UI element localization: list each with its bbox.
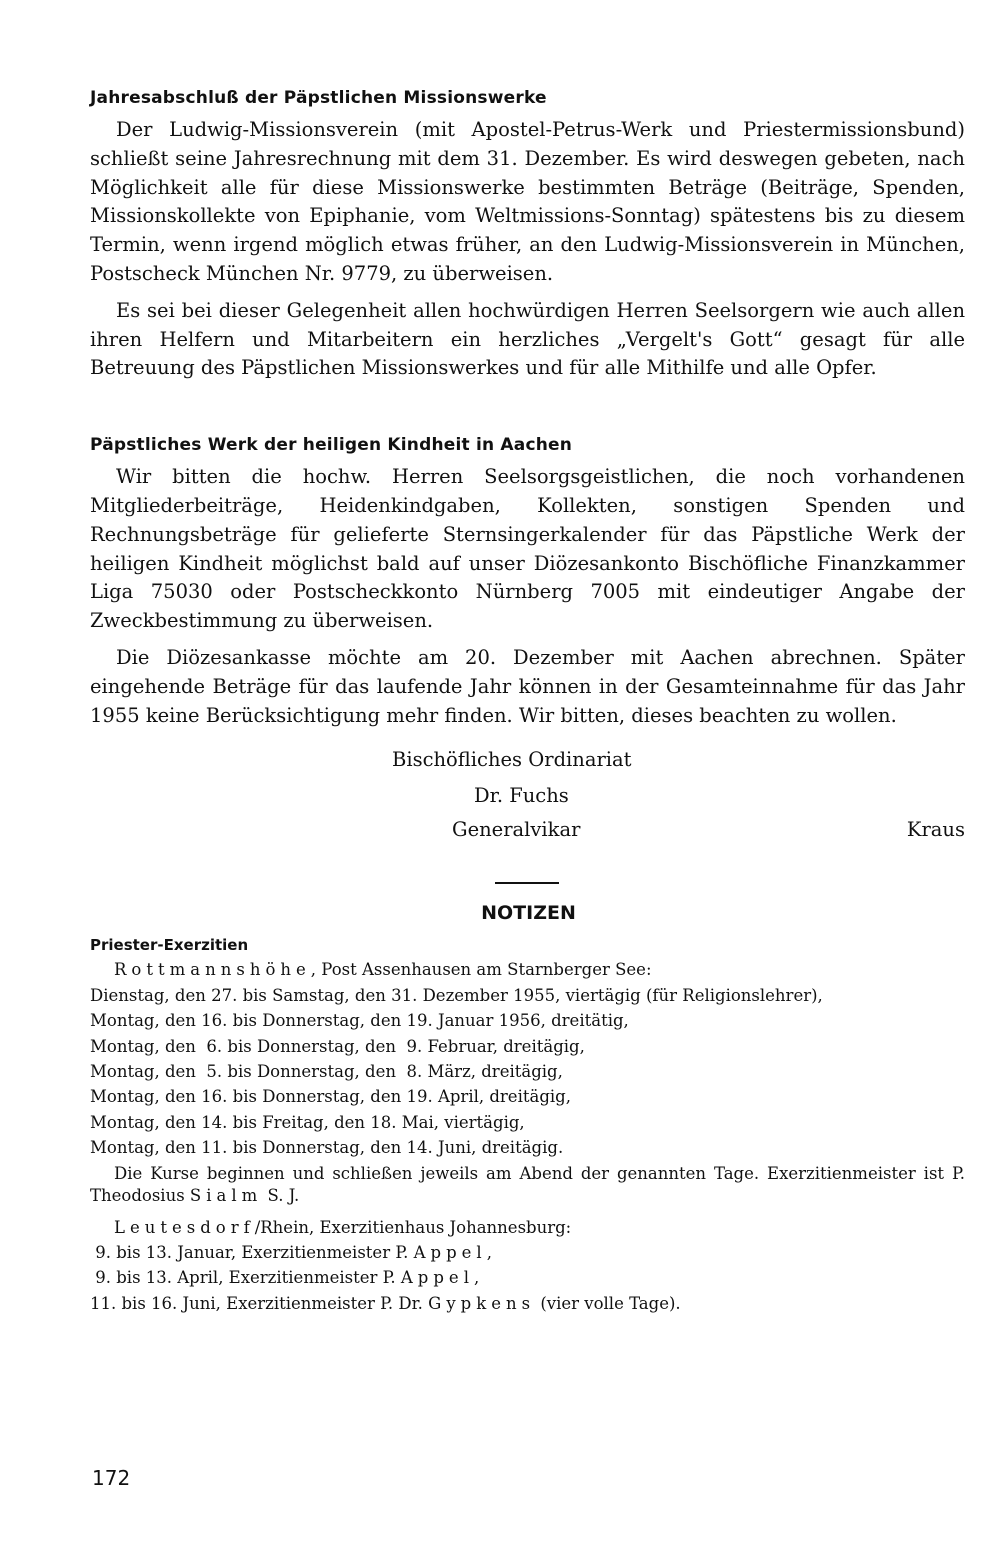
- page-number: 172: [92, 1466, 131, 1490]
- notizen-title: NOTIZEN: [481, 902, 576, 925]
- exerzitienmeister-name: Gypkens: [428, 1293, 536, 1313]
- date-line: [90, 1265, 965, 1290]
- date-suffix: ,: [473, 1268, 480, 1288]
- signature-cosigner: Kraus: [906, 818, 965, 842]
- paragraph: Es sei bei dieser Gelegenheit allen hochwürdigen Herren Seelsorgern wie auch allen ihren Helfern und Mitarbeitern ein herzliches „Vergelt's Gott“ gesagt für alle Betreuung des Päpstlichen Missionswerkes und für alle Mithilfe und alle Opfer.: [90, 298, 965, 380]
- date-line: [90, 1291, 965, 1316]
- place-line: [90, 1215, 965, 1240]
- section-notizen: [90, 936, 965, 1316]
- notizen-subheading: Priester-Exerzitien: [90, 936, 249, 955]
- date-text: 11. bis 16. Juni, Exerzitienmeister P. Dr.: [90, 1293, 429, 1313]
- signature-title: Generalvikar: [452, 818, 581, 842]
- exerzitienmeister-name: Appel: [413, 1243, 487, 1262]
- exerzitienmeister-name: Appel: [400, 1268, 474, 1288]
- divider-rule: [495, 882, 559, 884]
- courses-note: [90, 1163, 965, 1207]
- place-detail: , Post Assenhausen am Starnberger See:: [310, 960, 652, 980]
- paragraph: Wir bitten die hochw. Herren Seelsorgsgeistlichen, die noch vorhandenen Mitgliederbeiträge, Heidenkindgaben, Kollekten, sonstigen Spenden und Rechnungsbeträge für gelieferte Sternsingerkalender für das Päpstliche Werk der heiligen Kindheit möglichst bald auf unser Diözesankonto Bischöfliche Finanzkammer Liga 75030 oder Postscheckkonto Nürnberg 7005 mit eindeutiger Angabe der Zweckbestimmung zu überweisen.: [90, 465, 965, 633]
- paragraph: Der Ludwig-Missionsverein (mit Apostel-Petrus-Werk und Priestermissionsbund) schließt seine Jahresrechnung mit dem 31. Dezember. Es wird deswegen gebeten, nach Möglichkeit alle für diese Missionswerke bestimmten Beträge (Beiträge, Spenden, Missionskollekte von Epiphanie, vom Weltmissions-Sonntag) spätestens bis zu diesem Termin, wenn irgend möglich etwas früher, an den Ludwig-Missionsverein in München, Postscheck München Nr. 9779, zu überweisen.: [90, 118, 965, 285]
- date-suffix: (vier volle Tage).: [535, 1293, 681, 1313]
- courses-note-text: Die Kurse beginnen und schließen jeweils am Abend der genannten Tage. Exerzitienmeister ist P. Theodosius: [90, 1163, 965, 1205]
- section-missionswerke: [90, 88, 965, 383]
- place-detail: /Rhein, Exerzitienhaus Johannesburg:: [254, 1217, 572, 1237]
- date-line: Montag, den 14. bis Freitag, den 18. Mai, viertägig,: [90, 1112, 525, 1132]
- place-name: Rottmannshöhe: [114, 960, 311, 980]
- date-line: Montag, den 6. bis Donnerstag, den 9. Februar, dreitägig,: [90, 1036, 585, 1056]
- date-line: Montag, den 16. bis Donnerstag, den 19. Januar 1956, dreitätig,: [90, 1011, 629, 1031]
- date-suffix: ,: [486, 1243, 492, 1262]
- section-heading: Päpstliches Werk der heiligen Kindheit in Aachen: [90, 435, 573, 456]
- section-heilige-kindheit: [90, 435, 965, 730]
- date-line: [90, 1240, 965, 1265]
- paragraph: Die Diözesankasse möchte am 20. Dezember mit Aachen abrechnen. Später eingehende Beträge für das laufende Jahr können in der Gesamteinnahme für das Jahr 1955 keine Berücksichtigung mehr finden. Wir bitten, dieses beachten zu wollen.: [90, 645, 965, 727]
- courses-note-suffix: S. J.: [262, 1185, 300, 1205]
- date-line: Montag, den 11. bis Donnerstag, den 14. Juni, dreitägig.: [90, 1138, 564, 1158]
- exerzitienmeister-name: Sialm: [189, 1185, 263, 1205]
- signature-name: Dr. Fuchs: [474, 784, 569, 808]
- date-text: 9. bis 13. Januar, Exerzitienmeister P.: [90, 1243, 414, 1262]
- signature-office: Bischöfliches Ordinariat: [392, 748, 632, 772]
- date-line: Montag, den 5. bis Donnerstag, den 8. März, dreitägig,: [90, 1061, 563, 1081]
- page-content: [90, 88, 965, 1316]
- section-heading: Jahresabschluß der Päpstlichen Missionswerke: [90, 88, 547, 108]
- place-name: Leutesdorf: [114, 1217, 255, 1237]
- place-line: [90, 957, 965, 982]
- date-line: Montag, den 16. bis Donnerstag, den 19. April, dreitägig,: [90, 1087, 571, 1107]
- signature-block: [90, 748, 965, 860]
- date-text: 9. bis 13. April, Exerzitienmeister P.: [90, 1268, 401, 1288]
- date-line: Dienstag, den 27. bis Samstag, den 31. Dezember 1955, viertägig (für Religionslehrer),: [90, 985, 823, 1005]
